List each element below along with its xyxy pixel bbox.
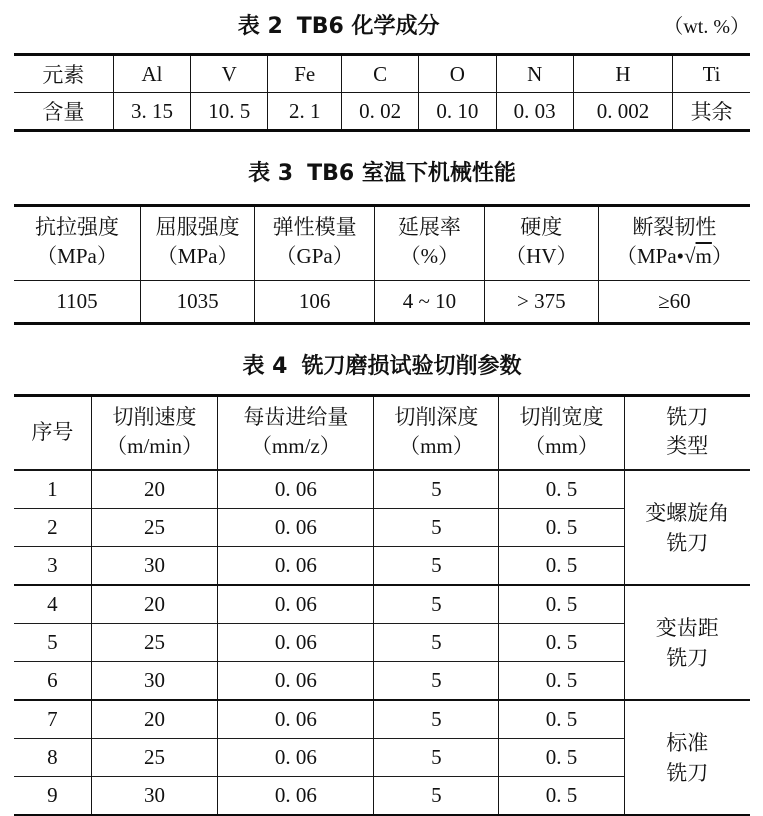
table4-header-no: 序号 <box>14 396 91 471</box>
cell-width: 0. 5 <box>499 547 624 586</box>
table3-header-yield: 屈服强度 （MPa） <box>141 206 255 281</box>
cell-no: 5 <box>14 624 91 662</box>
cell-width: 0. 5 <box>499 509 624 547</box>
table4-row <box>14 585 750 624</box>
cell-no: 2 <box>14 509 91 547</box>
cell-speed: 25 <box>91 509 218 547</box>
cell-speed: 25 <box>91 624 218 662</box>
cell-feed: 0. 06 <box>218 700 374 739</box>
cell-width: 0. 5 <box>499 624 624 662</box>
table2-element: H <box>573 55 672 93</box>
table2-element: N <box>496 55 573 93</box>
cutter-type-standard: 标准 铣刀 <box>624 700 750 816</box>
table3-value: 1035 <box>141 281 255 324</box>
cell-depth: 5 <box>374 547 499 586</box>
table3-header-fracture-toughness: 断裂韧性 （MPa•√m） <box>598 206 750 281</box>
table4-cutting-parameters <box>14 394 750 816</box>
cell-no: 8 <box>14 739 91 777</box>
table2-element: Fe <box>268 55 342 93</box>
table4-header-speed: 切削速度 （m/min） <box>91 396 218 471</box>
cell-depth: 5 <box>374 624 499 662</box>
cutter-type-variable-helix: 变螺旋角 铣刀 <box>624 470 750 585</box>
cell-depth: 5 <box>374 509 499 547</box>
table4-row <box>14 470 750 509</box>
table2-value: 0. 03 <box>496 93 573 131</box>
cell-no: 7 <box>14 700 91 739</box>
cell-speed: 20 <box>91 585 218 624</box>
cell-width: 0. 5 <box>499 662 624 701</box>
cell-feed: 0. 06 <box>218 739 374 777</box>
table2-element-row <box>14 55 750 93</box>
table4-header-cutter-type: 铣刀 类型 <box>624 396 750 471</box>
table2-row-label: 含量 <box>14 93 113 131</box>
table3-number: 表 3 <box>248 161 294 186</box>
table3-mechanical-properties <box>14 204 750 325</box>
cell-width: 0. 5 <box>499 739 624 777</box>
table2-content-row <box>14 93 750 131</box>
cell-no: 1 <box>47 477 58 501</box>
cell-feed: 0. 06 <box>218 470 374 509</box>
table4-row <box>14 700 750 739</box>
table3-values-row <box>14 281 750 324</box>
table3-header-modulus: 弹性模量 （GPa） <box>255 206 375 281</box>
table3-title: TB6 室温下机械性能 <box>307 161 516 186</box>
sqrt-m-radicand: m <box>695 244 712 268</box>
cell-width: 0. 5 <box>499 777 624 816</box>
table2-chemical-composition <box>14 53 750 132</box>
cell-no: 4 <box>14 585 91 624</box>
table2-value: 0. 002 <box>573 93 672 131</box>
table4-header-feed: 每齿进给量 （mm/z） <box>218 396 374 471</box>
table4-title: 铣刀磨损试验切削参数 <box>301 354 522 379</box>
cell-speed: 20 <box>91 470 218 509</box>
table4-header-row <box>14 396 750 471</box>
cell-speed: 20 <box>91 700 218 739</box>
table3-value: 4 ~ 10 <box>375 281 485 324</box>
table2-value: 其余 <box>673 93 750 131</box>
cell-width: 0. 5 <box>499 700 624 739</box>
table2-element: C <box>341 55 418 93</box>
table3-header-hardness: 硬度 （HV） <box>484 206 598 281</box>
cell-feed: 0. 06 <box>218 585 374 624</box>
cell-speed: 30 <box>91 662 218 701</box>
table2-value: 2. 1 <box>268 93 342 131</box>
cell-no: 6 <box>14 662 91 701</box>
cell-feed: 0. 06 <box>218 777 374 816</box>
table2-element: Ti <box>673 55 750 93</box>
table2-value: 0. 10 <box>419 93 496 131</box>
table3-caption <box>14 160 750 188</box>
cell-depth: 5 <box>374 700 499 739</box>
cell-feed: 0. 06 <box>218 509 374 547</box>
table2-caption <box>14 13 663 41</box>
table2-value: 0. 02 <box>341 93 418 131</box>
cell-no: 9 <box>14 777 91 816</box>
table2-unit-note: （wt. %） <box>663 16 750 38</box>
table2-row-label: 元素 <box>42 63 85 87</box>
cell-speed: 30 <box>91 547 218 586</box>
table2-number: 表 2 <box>237 14 283 39</box>
cell-feed: 0. 06 <box>218 624 374 662</box>
table3-header-row <box>14 206 750 281</box>
cell-speed: 25 <box>91 739 218 777</box>
table3-value: 106 <box>255 281 375 324</box>
table2-value: 3. 15 <box>113 93 190 131</box>
cell-speed: 30 <box>91 777 218 816</box>
cell-depth: 5 <box>374 470 499 509</box>
table3-value: > 375 <box>484 281 598 324</box>
cell-depth: 5 <box>374 777 499 816</box>
table2-element: V <box>191 55 268 93</box>
table2-caption-row <box>14 10 750 41</box>
table3-header-tensile: 抗拉强度 （MPa） <box>35 215 120 268</box>
cell-feed: 0. 06 <box>218 662 374 701</box>
cell-width: 0. 5 <box>499 470 624 509</box>
table4-caption <box>14 353 750 381</box>
cell-depth: 5 <box>374 585 499 624</box>
cell-feed: 0. 06 <box>218 547 374 586</box>
table3-header-elongation: 延展率 （%） <box>375 206 485 281</box>
table4-header-width: 切削宽度 （mm） <box>499 396 624 471</box>
cutter-type-variable-pitch: 变齿距 铣刀 <box>624 585 750 700</box>
table3-value: 1105 <box>14 281 141 324</box>
cell-depth: 5 <box>374 739 499 777</box>
cell-no: 3 <box>14 547 91 586</box>
table4-number: 表 4 <box>242 354 288 379</box>
cell-depth: 5 <box>374 662 499 701</box>
table3-value: ≥60 <box>598 281 750 324</box>
table4-header-depth: 切削深度 （mm） <box>374 396 499 471</box>
cell-width: 0. 5 <box>499 585 624 624</box>
table2-title: TB6 化学成分 <box>296 14 440 39</box>
table2-element: Al <box>113 55 190 93</box>
table2-element: O <box>419 55 496 93</box>
table2-value: 10. 5 <box>191 93 268 131</box>
